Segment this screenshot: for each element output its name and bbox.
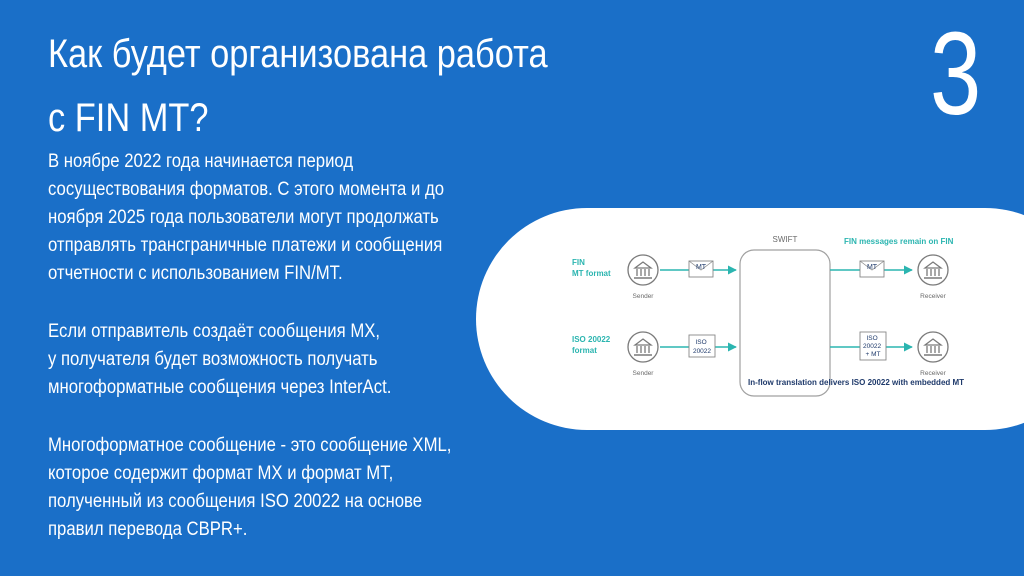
slide-title: [48, 22, 616, 150]
sender-label: Sender: [632, 293, 654, 300]
paragraph-line: отправлять трансграничные платежи и сообщения: [48, 235, 443, 256]
bottom-note: In-flow translation delivers ISO 20022 with embedded MT: [748, 378, 965, 387]
receiver-label: Receiver: [920, 293, 946, 300]
sender-bank-icon: [628, 255, 658, 285]
paragraph-line: которое содержит формат MX и формат MT,: [48, 463, 394, 484]
title-line-1: Как будет организована работа: [48, 32, 548, 76]
title-line-2: с FIN MT?: [48, 96, 209, 140]
row-2-format-label: [572, 335, 612, 355]
row-1-format-label: [572, 258, 611, 278]
paragraph-line: полученный из сообщения ISO 20022 на основе: [48, 491, 423, 512]
top-note: FIN messages remain on FIN: [844, 237, 954, 246]
document-label-line: ISO: [695, 339, 707, 346]
swift-network-box: [740, 250, 830, 396]
document-label-line: ISO: [866, 335, 878, 342]
swift-flow-diagram: [476, 208, 1024, 430]
receiver-bank-icon: [918, 255, 948, 285]
paragraph-1: [48, 148, 506, 288]
envelope-label: MT: [695, 264, 707, 271]
sender-label: Sender: [632, 370, 654, 377]
document-label-line: 20022: [863, 343, 882, 350]
row-2-format-line-2: format: [572, 346, 597, 355]
paragraph-line: правил перевода CBPR+.: [48, 519, 248, 540]
row-1-format-line-1: FIN: [572, 258, 585, 267]
paragraph-line: Многоформатное сообщение - это сообщение XML,: [48, 435, 452, 456]
paragraph-line: В ноябре 2022 года начинается период: [48, 151, 354, 172]
document-label-line: + MT: [865, 351, 881, 358]
paragraph-line: ноября 2025 года пользователи могут продолжать: [48, 207, 439, 228]
document-label-line: 20022: [692, 348, 712, 355]
row-1-format-line-2: MT format: [572, 269, 611, 278]
sender-bank-icon: [628, 332, 658, 362]
receiver-bank-icon: [918, 332, 948, 362]
paragraph-2: [48, 318, 506, 402]
paragraph-line: отчетности с использованием FIN/MT.: [48, 263, 343, 284]
envelope-label: MT: [866, 264, 878, 271]
paragraph-line: сосуществования форматов. С этого момента и до: [48, 179, 445, 200]
paragraph-line: многоформатные сообщения через InterAct.: [48, 377, 392, 398]
slide-number: 3: [930, 8, 982, 140]
paragraph-3: [48, 432, 506, 544]
row-2-format-line-1: ISO 20022: [572, 335, 611, 344]
receiver-label: Receiver: [920, 370, 946, 377]
paragraph-line: у получателя будет возможность получать: [48, 349, 378, 370]
swift-label: SWIFT: [772, 235, 798, 244]
slide-body: [48, 148, 506, 574]
paragraph-line: Если отправитель создаёт сообщения MX,: [48, 321, 381, 342]
